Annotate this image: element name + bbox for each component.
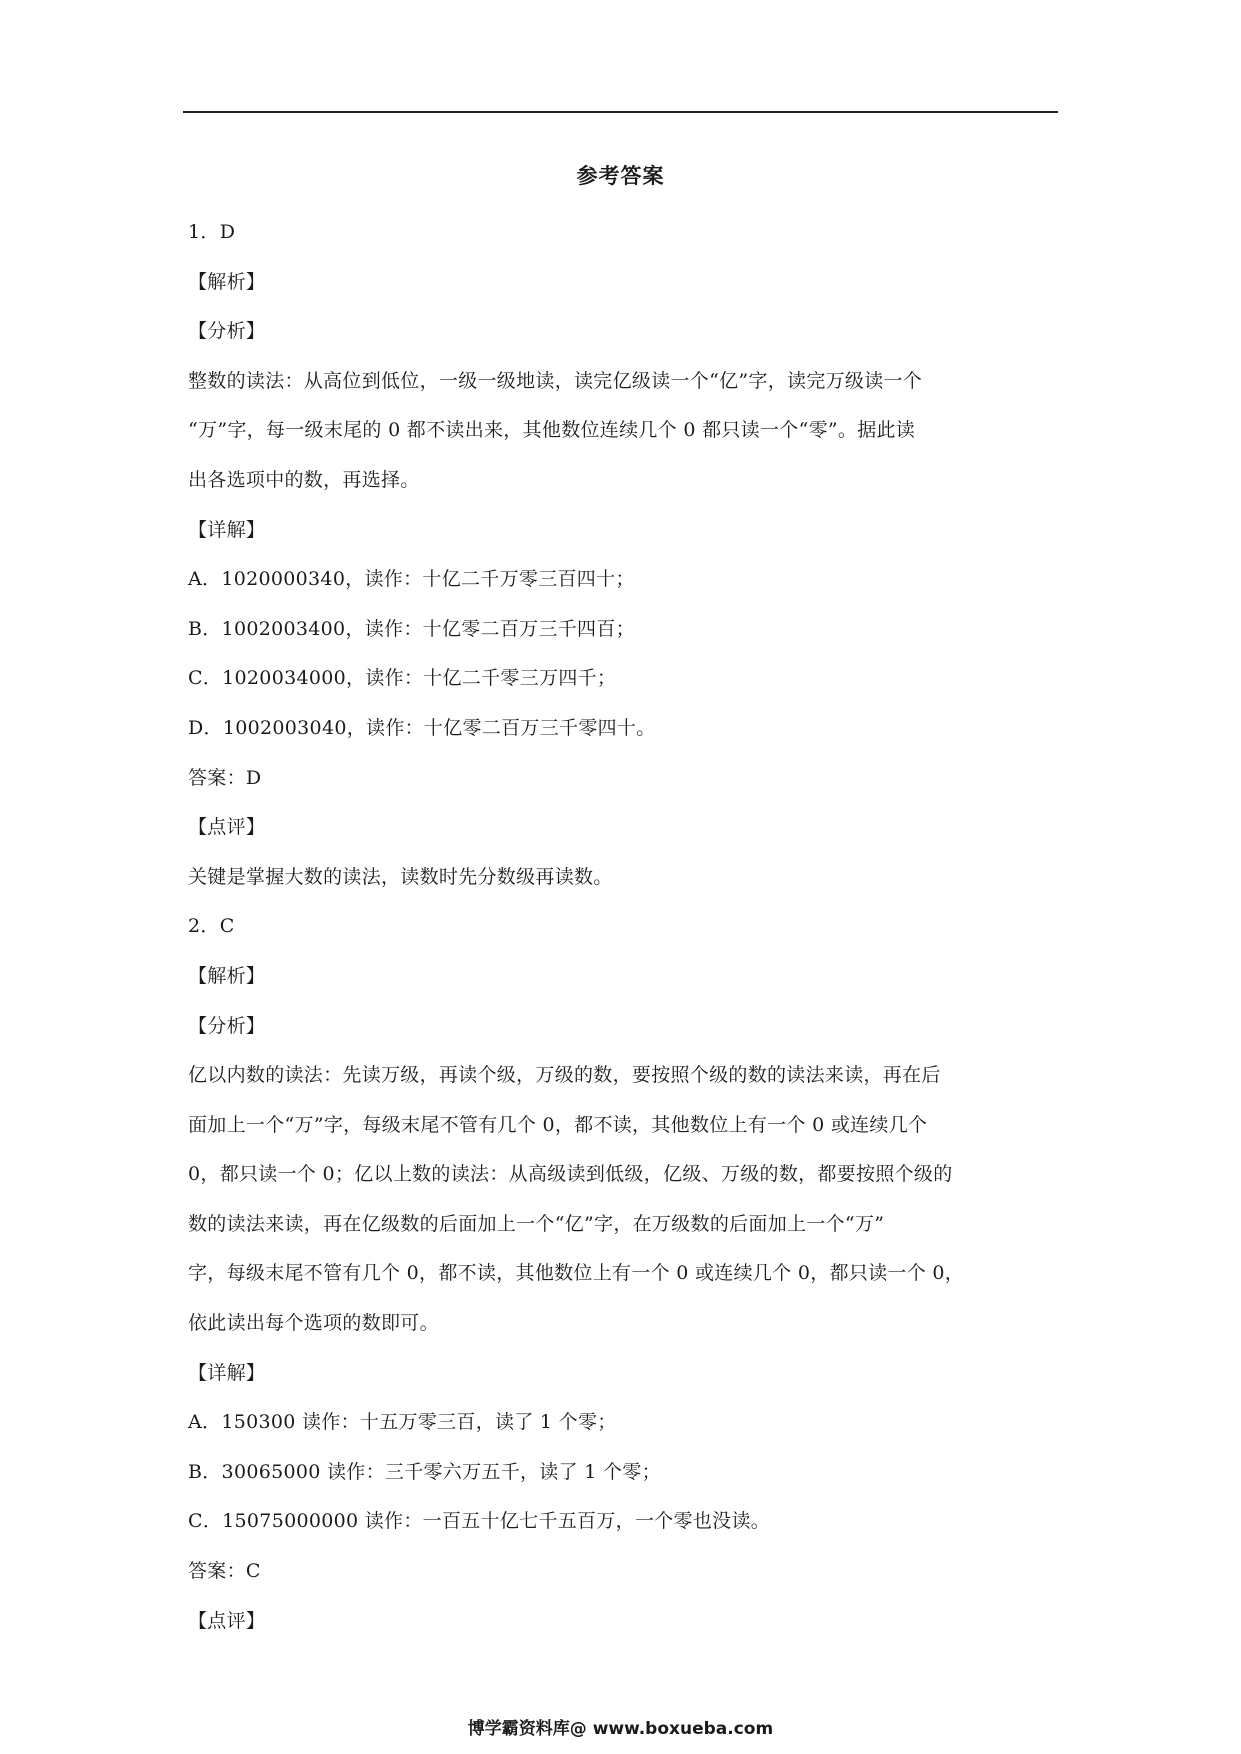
option-line-d: D．1002003040，读作：十亿零二百万三千零四十。	[188, 716, 656, 739]
section-label-fenxi: 【分析】	[188, 1014, 266, 1037]
paragraph-line: 0，都只读一个 0；亿以上数的读法：从高级读到低级，亿级、万级的数，都要按照个级的	[188, 1163, 953, 1186]
paragraph-line: 依此读出每个选项的数即可。	[188, 1312, 439, 1335]
page-title: 参考答案	[576, 164, 665, 188]
paragraph-line: 数的读法来读，再在亿级数的后面加上一个“亿”字，在万级数的后面加上一个“万”	[188, 1212, 885, 1235]
option-line-b: B．1002003400，读作：十亿零二百万三千四百；	[188, 617, 635, 640]
section-label-jiexi: 【解析】	[188, 964, 266, 987]
section-label-xiangjie: 【详解】	[188, 1361, 266, 1384]
option-line-a: A．1020000340，读作：十亿二千万零三百四十；	[188, 568, 635, 591]
option-line-b: B．30065000 读作：三千零六万五千，读了 1 个零；	[188, 1460, 661, 1483]
paragraph-line: 出各选项中的数，再选择。	[188, 468, 420, 491]
section-label-xiangjie: 【详解】	[188, 518, 266, 541]
answer-line: 答案：D	[188, 766, 262, 789]
footer-watermark: 博学霸资料库@ www.boxueba.com	[467, 1719, 774, 1739]
option-line-a: A．150300 读作：十五万零三百，读了 1 个零；	[188, 1411, 617, 1434]
header-rule	[183, 111, 1058, 113]
section-label-jiexi: 【解析】	[188, 270, 266, 293]
paragraph-line: 面加上一个“万”字，每级末尾不管有几个 0，都不读，其他数位上有一个 0 或连续几个	[188, 1113, 928, 1136]
paragraph-line: 整数的读法：从高位到低位，一级一级地读，读完亿级读一个“亿”字，读完万级读一个	[188, 369, 923, 392]
option-line-c: C．15075000000 读作：一百五十亿七千五百万，一个零也没读。	[188, 1510, 771, 1533]
option-line-c: C．1020034000，读作：十亿二千零三万四千；	[188, 667, 617, 690]
question-2-answer: 2．C	[188, 915, 235, 938]
section-label-dianping: 【点评】	[188, 1609, 266, 1632]
answer-body	[188, 208, 1050, 1646]
paragraph-line: “万”字，每一级末尾的 0 都不读出来，其他数位连续几个 0 都只读一个“零”。据此读	[188, 419, 916, 442]
paragraph-line: 亿以内数的读法：先读万级，再读个级，万级的数，要按照个级的数的读法来读，再在后	[188, 1064, 941, 1087]
answer-line: 答案：C	[188, 1560, 261, 1583]
section-label-dianping: 【点评】	[188, 816, 266, 839]
paragraph-line: 字，每级末尾不管有几个 0，都不读，其他数位上有一个 0 或连续几个 0，都只读一个 0，	[188, 1262, 965, 1285]
section-label-fenxi: 【分析】	[188, 320, 266, 343]
question-1-answer: 1．D	[188, 221, 236, 243]
paragraph-line: 关键是掌握大数的读法，读数时先分数级再读数。	[188, 865, 613, 888]
